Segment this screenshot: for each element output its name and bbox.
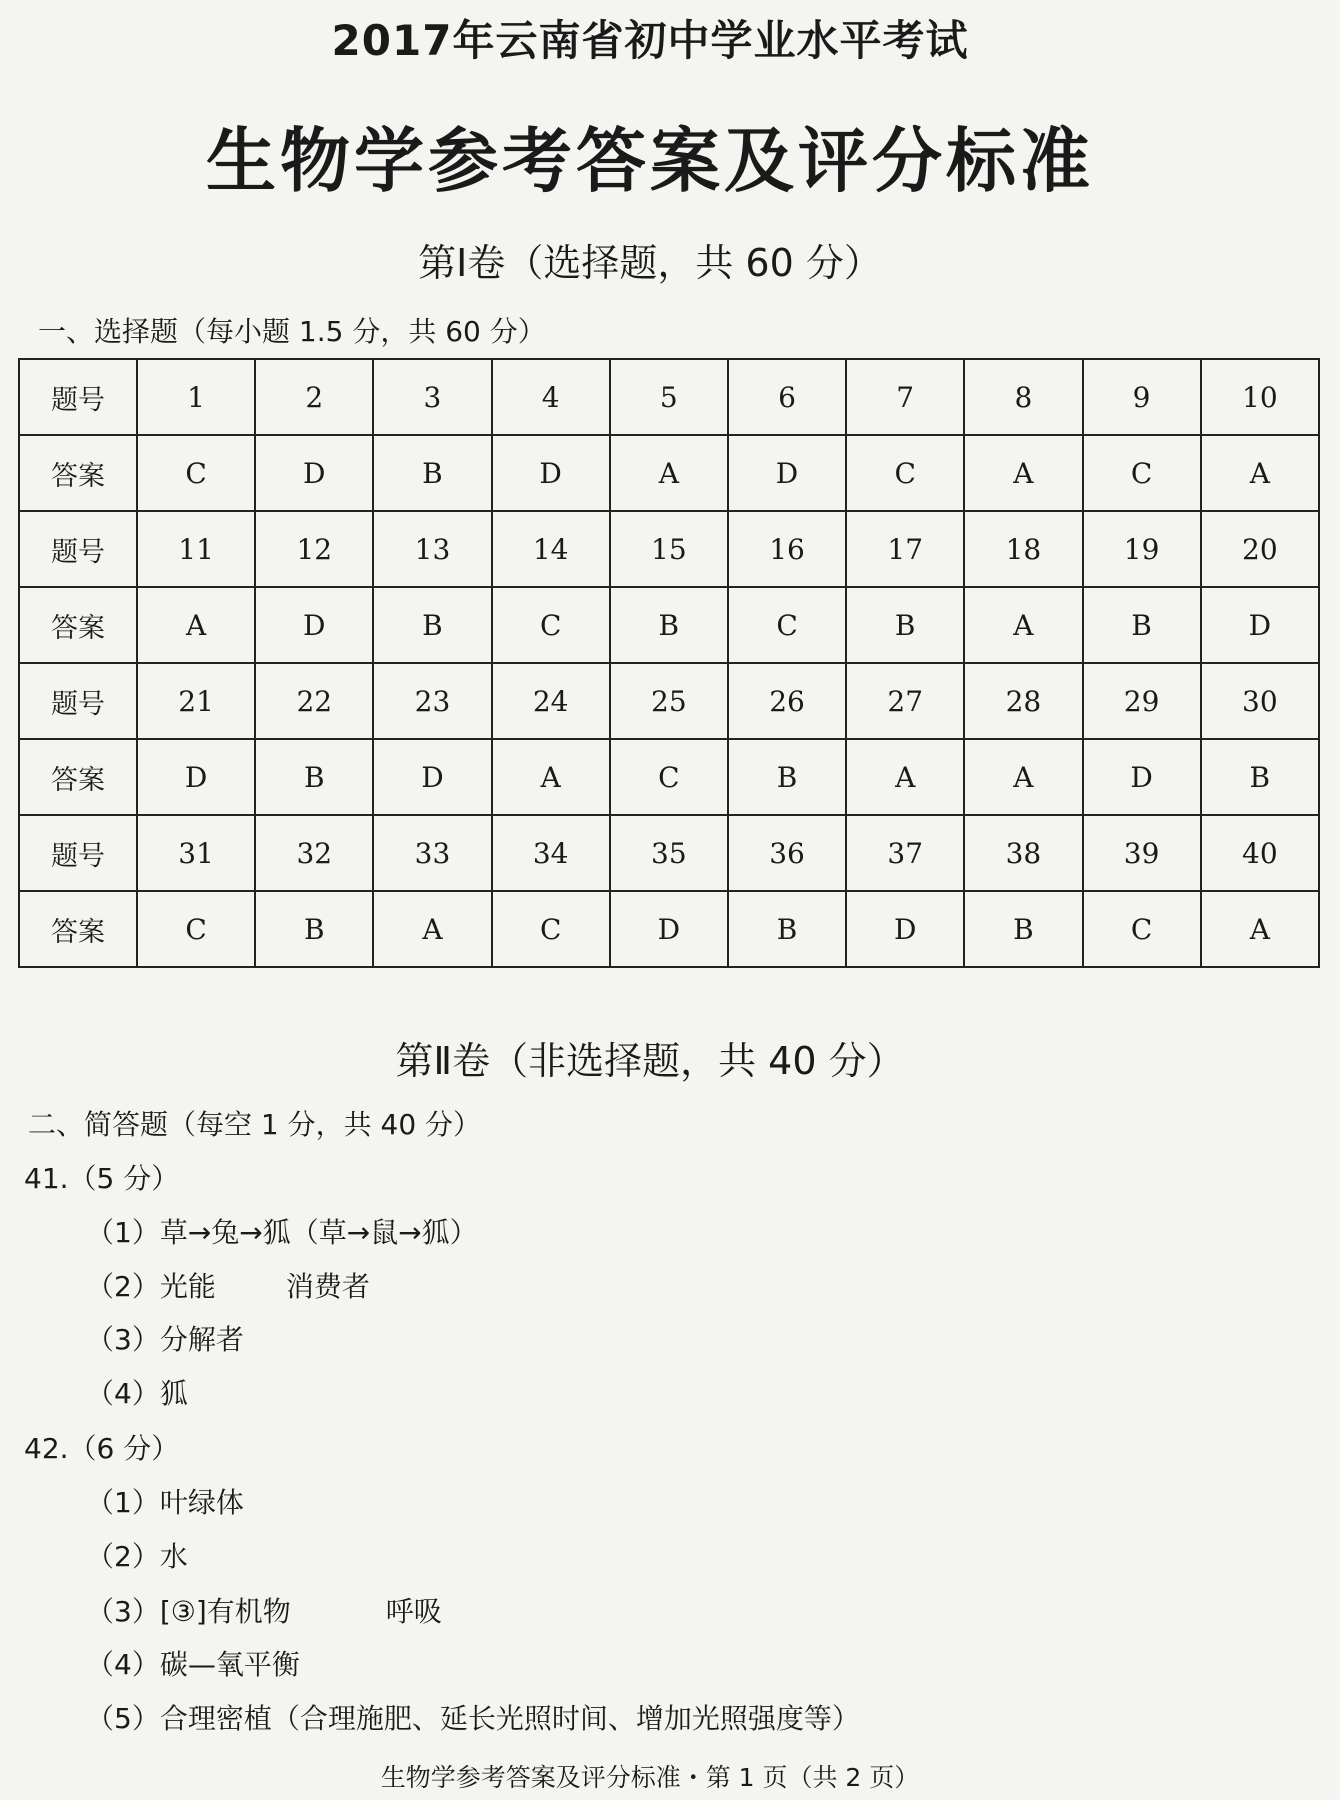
- answer-cell: A: [373, 891, 491, 967]
- q42-answer-3: [86, 1590, 442, 1630]
- question-number-cell: 40: [1201, 815, 1319, 891]
- question-number-row: [19, 511, 1319, 587]
- answer-cell: C: [728, 587, 846, 663]
- row-label-answer: 答案: [19, 587, 137, 663]
- part2-section-heading: 二、简答题（每空 1 分，共 40 分）: [28, 1108, 482, 1141]
- q41-answer-4: （4）狐: [86, 1377, 188, 1410]
- answer-cell: B: [1083, 587, 1201, 663]
- question-number-cell: 1: [137, 359, 255, 435]
- question-number-cell: 18: [964, 511, 1082, 587]
- answer-cell: D: [492, 435, 610, 511]
- answer-cell: A: [492, 739, 610, 815]
- q42-answer-4: （4）碳—氧平衡: [86, 1648, 300, 1681]
- q41-answer-3: （3）分解者: [86, 1323, 244, 1356]
- question-number-cell: 26: [728, 663, 846, 739]
- document-title: 生物学参考答案及评分标准: [206, 120, 1094, 202]
- q42-answer-3a: （3）[③]有机物: [86, 1595, 291, 1628]
- question-number-cell: 4: [492, 359, 610, 435]
- answer-row: [19, 739, 1319, 815]
- question-number-cell: 36: [728, 815, 846, 891]
- answer-cell: B: [964, 891, 1082, 967]
- question-number-cell: 23: [373, 663, 491, 739]
- question-number-cell: 16: [728, 511, 846, 587]
- part1-section-heading: 一、选择题（每小题 1.5 分，共 60 分）: [38, 315, 546, 348]
- answer-cell: B: [1201, 739, 1319, 815]
- answer-cell: A: [964, 587, 1082, 663]
- answer-cell: A: [1201, 891, 1319, 967]
- answer-table: [18, 358, 1320, 968]
- q41-answer-1: （1）草→兔→狐（草→鼠→狐）: [86, 1216, 478, 1249]
- question-number-cell: 22: [255, 663, 373, 739]
- question-number-cell: 17: [846, 511, 964, 587]
- answer-cell: A: [964, 435, 1082, 511]
- q42-answer-3b: 呼吸: [385, 1595, 442, 1628]
- answer-cell: C: [610, 739, 728, 815]
- question-number-cell: 19: [1083, 511, 1201, 587]
- question-number-cell: 24: [492, 663, 610, 739]
- question-number-cell: 39: [1083, 815, 1201, 891]
- question-number-cell: 35: [610, 815, 728, 891]
- row-label-number: 题号: [19, 815, 137, 891]
- answer-row: [19, 587, 1319, 663]
- answer-cell: A: [964, 739, 1082, 815]
- row-label-number: 题号: [19, 359, 137, 435]
- answer-cell: B: [255, 891, 373, 967]
- question-number-cell: 37: [846, 815, 964, 891]
- q41-answer-2: [86, 1265, 370, 1305]
- question-number-cell: 27: [846, 663, 964, 739]
- question-number-cell: 15: [610, 511, 728, 587]
- answer-cell: D: [728, 435, 846, 511]
- row-label-answer: 答案: [19, 739, 137, 815]
- answer-cell: B: [846, 587, 964, 663]
- question-number-cell: 13: [373, 511, 491, 587]
- answer-cell: C: [137, 435, 255, 511]
- question-number-cell: 25: [610, 663, 728, 739]
- answer-cell: A: [137, 587, 255, 663]
- answer-row: [19, 891, 1319, 967]
- answer-cell: B: [255, 739, 373, 815]
- question-number-cell: 33: [373, 815, 491, 891]
- answer-cell: D: [610, 891, 728, 967]
- answer-cell: A: [846, 739, 964, 815]
- q41-answer-2b: 消费者: [285, 1270, 370, 1303]
- q42-answer-1: （1）叶绿体: [86, 1486, 244, 1519]
- answer-cell: A: [1201, 435, 1319, 511]
- answer-table-body: [19, 359, 1319, 967]
- question-number-cell: 3: [373, 359, 491, 435]
- question-number-row: [19, 663, 1319, 739]
- question-number-cell: 5: [610, 359, 728, 435]
- answer-cell: D: [846, 891, 964, 967]
- q42-answer-2: （2）水: [86, 1540, 188, 1573]
- answer-cell: B: [373, 435, 491, 511]
- question-number-cell: 11: [137, 511, 255, 587]
- answer-cell: D: [137, 739, 255, 815]
- question-number-cell: 21: [137, 663, 255, 739]
- exam-title: 2017年云南省初中学业水平考试: [331, 16, 969, 65]
- answer-cell: A: [610, 435, 728, 511]
- question-number-cell: 29: [1083, 663, 1201, 739]
- question-number-cell: 34: [492, 815, 610, 891]
- q42-heading: 42.（6 分）: [24, 1432, 180, 1465]
- answer-cell: D: [1083, 739, 1201, 815]
- answer-cell: D: [255, 587, 373, 663]
- part2-title: 第Ⅱ卷（非选择题，共 40 分）: [395, 1039, 905, 1083]
- part1-title: 第Ⅰ卷（选择题，共 60 分）: [418, 241, 882, 285]
- answer-cell: B: [610, 587, 728, 663]
- question-number-cell: 14: [492, 511, 610, 587]
- answer-cell: B: [373, 587, 491, 663]
- question-number-cell: 10: [1201, 359, 1319, 435]
- question-number-cell: 9: [1083, 359, 1201, 435]
- question-number-cell: 31: [137, 815, 255, 891]
- answer-cell: D: [1201, 587, 1319, 663]
- answer-cell: D: [373, 739, 491, 815]
- answer-cell: B: [728, 739, 846, 815]
- question-number-row: [19, 359, 1319, 435]
- row-label-number: 题号: [19, 663, 137, 739]
- question-number-cell: 32: [255, 815, 373, 891]
- answer-cell: B: [728, 891, 846, 967]
- question-number-cell: 38: [964, 815, 1082, 891]
- answer-cell: C: [846, 435, 964, 511]
- page-footer: 生物学参考答案及评分标准・第 1 页（共 2 页）: [380, 1763, 920, 1792]
- question-number-cell: 30: [1201, 663, 1319, 739]
- row-label-answer: 答案: [19, 891, 137, 967]
- question-number-cell: 2: [255, 359, 373, 435]
- question-number-cell: 28: [964, 663, 1082, 739]
- answer-cell: C: [492, 587, 610, 663]
- question-number-cell: 12: [255, 511, 373, 587]
- answer-cell: C: [492, 891, 610, 967]
- answer-cell: C: [1083, 891, 1201, 967]
- question-number-cell: 8: [964, 359, 1082, 435]
- row-label-number: 题号: [19, 511, 137, 587]
- q42-answer-5: （5）合理密植（合理施肥、延长光照时间、增加光照强度等）: [86, 1702, 860, 1735]
- q41-heading: 41.（5 分）: [24, 1162, 180, 1195]
- question-number-row: [19, 815, 1319, 891]
- question-number-cell: 20: [1201, 511, 1319, 587]
- question-number-cell: 7: [846, 359, 964, 435]
- answer-cell: C: [137, 891, 255, 967]
- q41-answer-2a: （2）光能: [86, 1270, 216, 1303]
- answer-cell: D: [255, 435, 373, 511]
- row-label-answer: 答案: [19, 435, 137, 511]
- question-number-cell: 6: [728, 359, 846, 435]
- answer-cell: C: [1083, 435, 1201, 511]
- answer-row: [19, 435, 1319, 511]
